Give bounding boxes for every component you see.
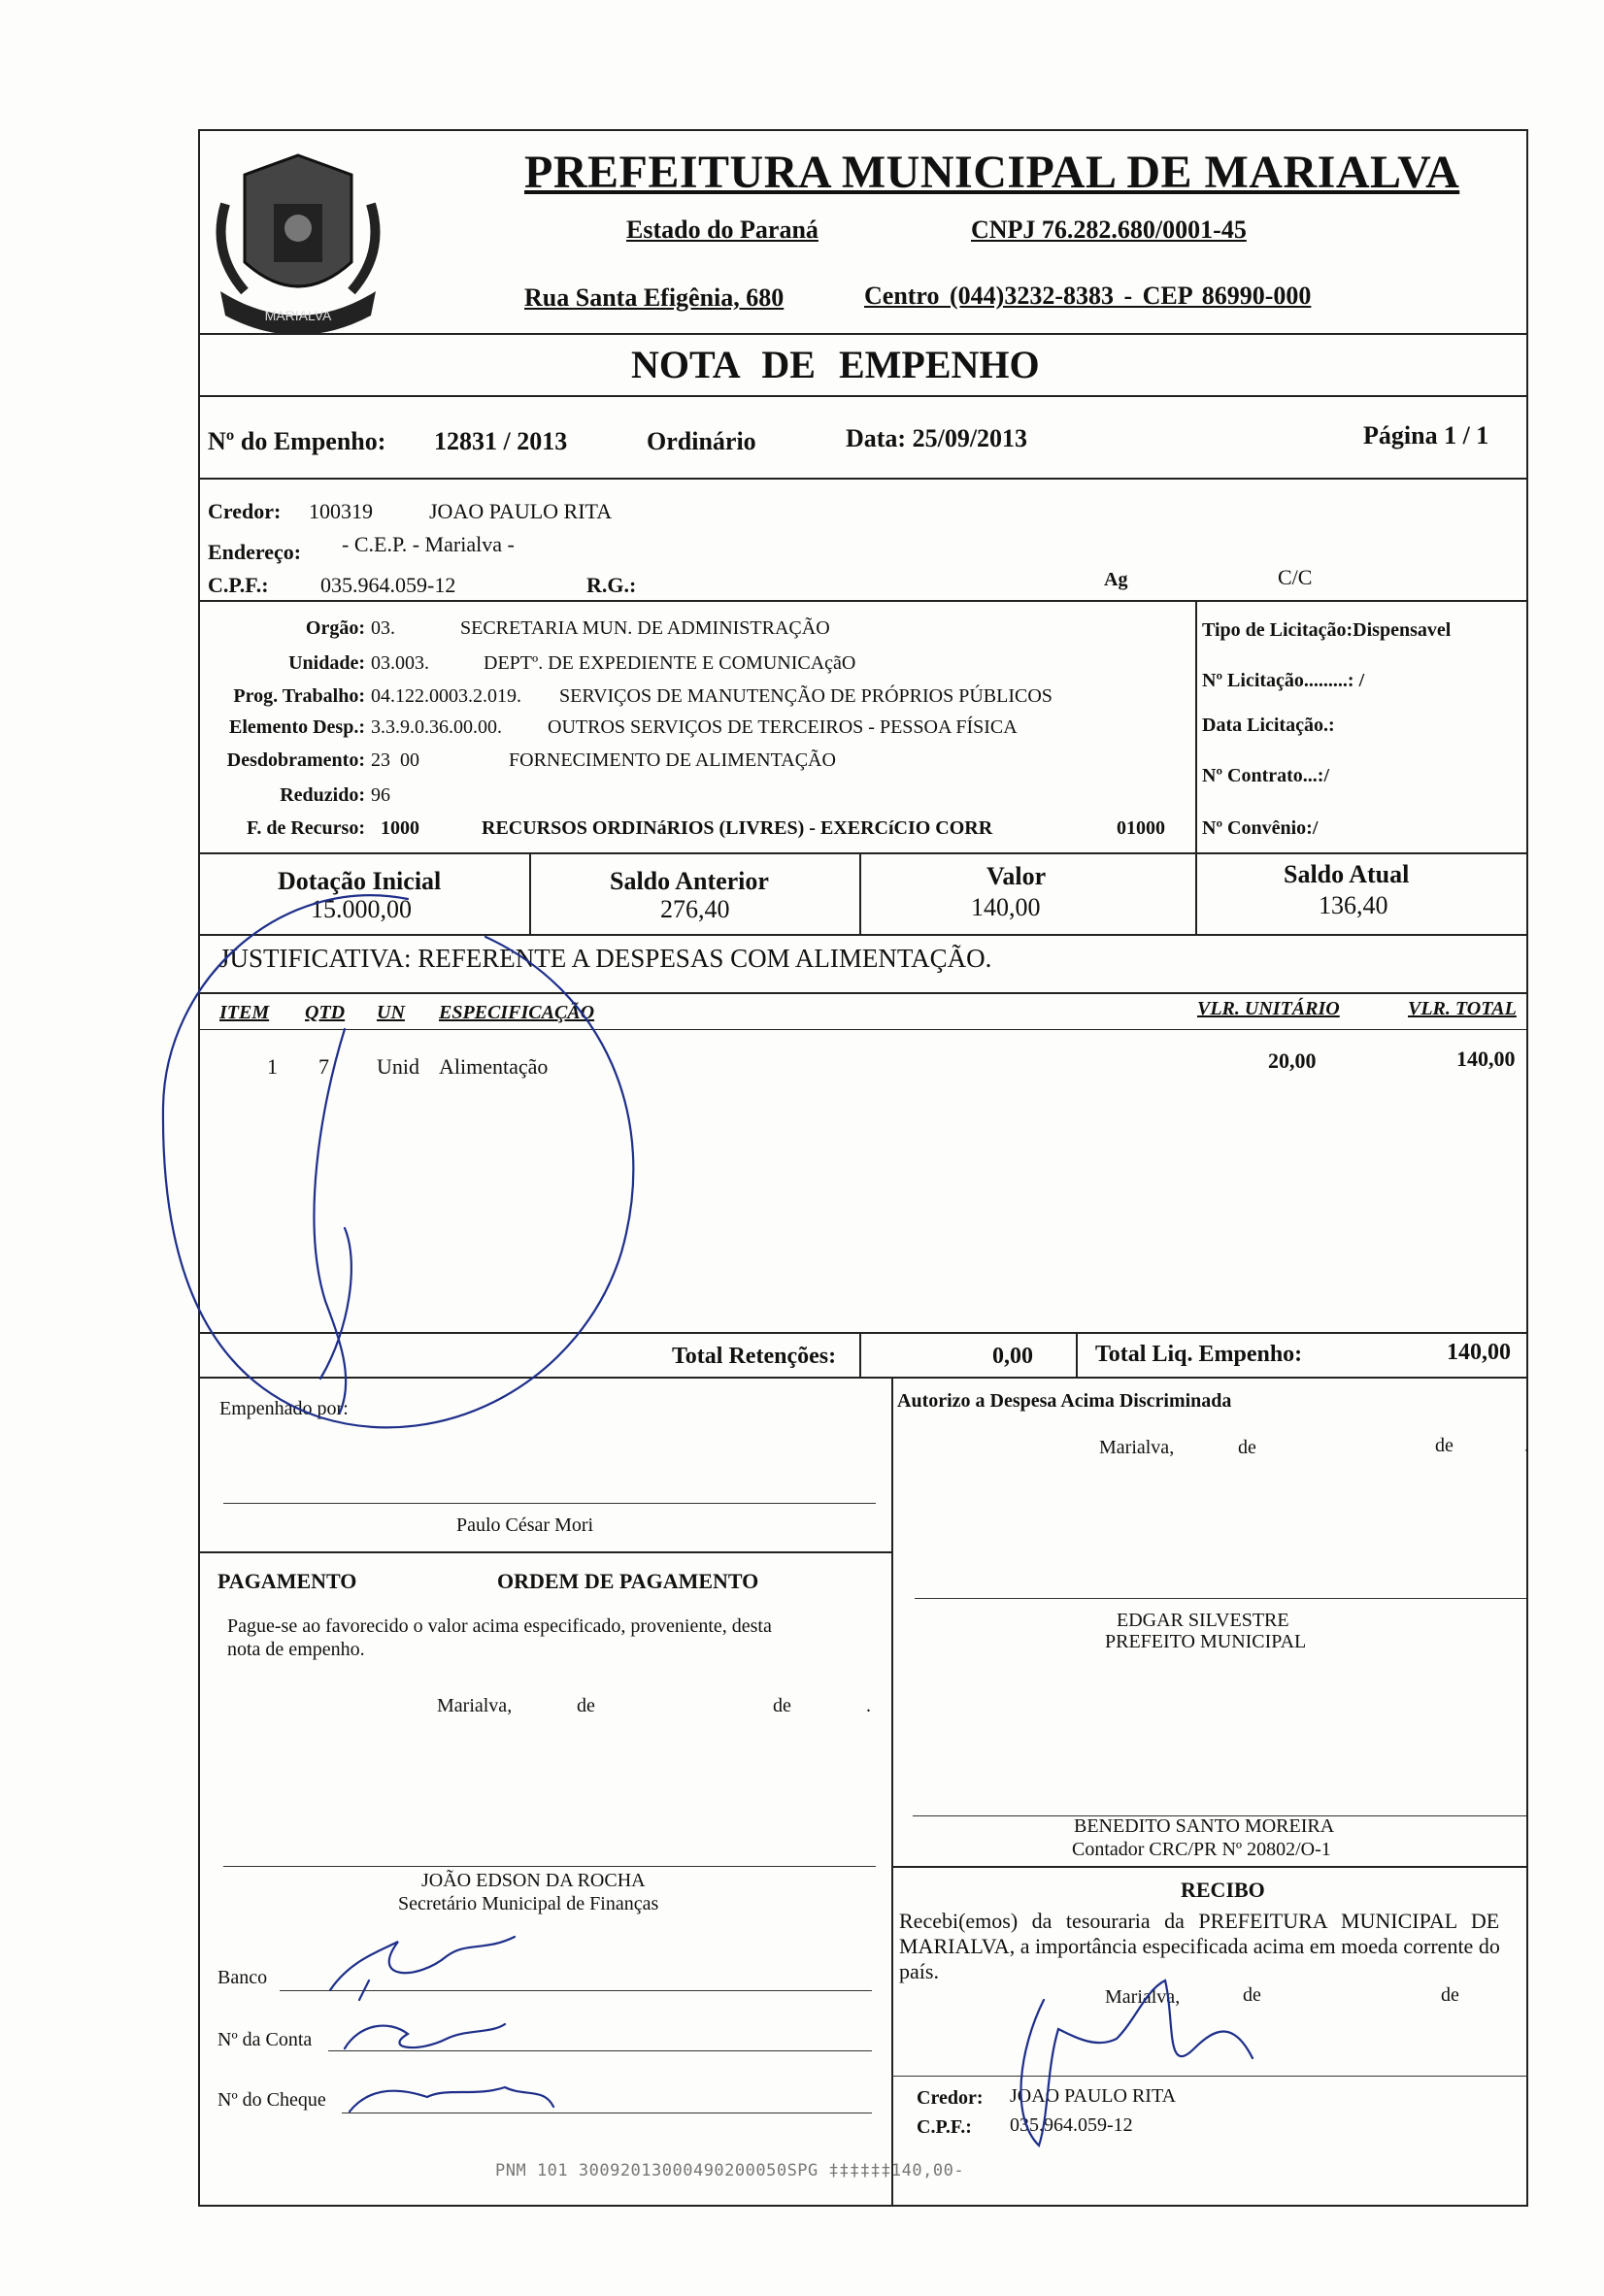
dotacao-label: Dotação Inicial <box>278 867 442 895</box>
recibo-line-3: país. <box>899 1959 939 1983</box>
conta-label: Nº da Conta <box>217 2029 313 2050</box>
classification-label: Reduzido: <box>280 784 365 806</box>
classification-code: 3.3.9.0.36.00.00. <box>371 716 502 738</box>
autorizo-de2: de <box>1435 1435 1454 1456</box>
col-especificacao: ESPECIFICAÇÃO <box>439 1002 595 1023</box>
header-state: Estado do Paraná <box>626 216 819 244</box>
micr-line: PNM 101 30092013000490200050SPG ‡‡‡‡‡‡140,00- <box>495 2161 965 2180</box>
cpf-label: C.P.F.: <box>208 573 269 597</box>
classification-code: 23 00 <box>371 749 419 771</box>
contador-name: BENEDITO SANTO MOREIRA <box>1074 1815 1335 1837</box>
dotacao-value: 15.000,00 <box>311 895 412 923</box>
autorizo-label: Autorizo a Despesa Acima Discriminada <box>897 1390 1232 1412</box>
col-vlr-total: VLR. TOTAL <box>1408 998 1517 1019</box>
address-label: Endereço: <box>208 540 302 564</box>
total-liq-label: Total Liq. Empenho: <box>1095 1342 1303 1367</box>
pagamento-label: PAGAMENTO <box>217 1569 357 1593</box>
address-value: - C.E.P. - Marialva - <box>342 532 515 556</box>
contador-role: Contador CRC/PR Nº 20802/O-1 <box>1072 1839 1331 1860</box>
classification-code: 03.003. <box>371 652 429 674</box>
total-liq-value: 140,00 <box>1447 1340 1511 1365</box>
classification-description: DEPTº. DE EXPEDIENTE E COMUNICAçãO <box>484 652 856 674</box>
recibo-cpf-value: 035.964.059-12 <box>1010 2114 1133 2136</box>
justificativa: JUSTIFICATIVA: REFERENTE A DESPESAS COM ALIMENTAÇÃO. <box>219 944 992 973</box>
item-unit-value: 20,00 <box>1268 1048 1317 1073</box>
header-cnpj: CNPJ 76.282.680/0001-45 <box>971 216 1247 244</box>
valor-label: Valor <box>986 862 1047 890</box>
ordem-pagamento-label: ORDEM DE PAGAMENTO <box>497 1569 759 1593</box>
pagamento-de2: de <box>773 1695 791 1716</box>
col-un: UN <box>377 1002 405 1023</box>
empenho-page: Página 1 / 1 <box>1363 421 1489 449</box>
secretario-role: Secretário Municipal de Finanças <box>398 1893 659 1914</box>
cheque-label: Nº do Cheque <box>217 2089 326 2111</box>
recibo-line-1: Recebi(emos) da tesouraria da PREFEITURA MUNICIPAL DE <box>899 1909 1500 1933</box>
empenho-number-label: Nº do Empenho: <box>208 427 386 455</box>
classification-extra: 01000 <box>1117 817 1165 839</box>
classification-code: 96 <box>371 784 390 806</box>
recibo-city: Marialva, <box>1105 1986 1181 2008</box>
classification-code: 04.122.0003.2.019. <box>371 685 521 707</box>
saldo-anterior-value: 276,40 <box>660 895 730 923</box>
header-street: Rua Santa Efigênia, 680 <box>524 283 785 312</box>
cc-label: C/C <box>1278 565 1313 589</box>
pagamento-text-1: Pague-se ao favorecido o valor acima especificado, proveniente, desta <box>227 1615 772 1637</box>
classification-code: 1000 <box>381 817 419 839</box>
col-vlr-unitario: VLR. UNITÁRIO <box>1197 998 1340 1019</box>
saldo-atual-value: 136,40 <box>1319 891 1388 919</box>
document-title: NOTA DE EMPENHO <box>631 343 1040 386</box>
classification-description: RECURSOS ORDINáRIOS (LIVRES) - EXERCíCIO CORR <box>482 817 993 839</box>
recibo-title: RECIBO <box>1181 1878 1265 1902</box>
valor-value: 140,00 <box>971 893 1041 921</box>
pagamento-text-2: nota de empenho. <box>227 1639 365 1660</box>
prefeito-name: EDGAR SILVESTRE <box>1117 1610 1289 1631</box>
classification-label: Elemento Desp.: <box>229 716 365 738</box>
retencoes-value: 0,00 <box>992 1344 1033 1369</box>
rg-label: R.G.: <box>586 573 637 597</box>
saldo-anterior-label: Saldo Anterior <box>610 867 769 895</box>
autorizo-de1: de <box>1238 1437 1256 1458</box>
header-contact: Centro (044)3232-8383 - CEP 86990-000 <box>864 282 1312 310</box>
banco-label: Banco <box>217 1967 268 1988</box>
recibo-cpf-label: C.P.F.: <box>917 2116 972 2138</box>
svg-text:MARIALVA: MARIALVA <box>264 308 332 323</box>
pagamento-dot: . <box>866 1695 871 1716</box>
empenho-date: Data: 25/09/2013 <box>846 424 1028 452</box>
saldo-atual-label: Saldo Atual <box>1284 860 1410 888</box>
autorizo-dot: . <box>1524 1435 1529 1456</box>
recibo-credor-label: Credor: <box>917 2087 984 2109</box>
item-total-value: 140,00 <box>1456 1047 1516 1071</box>
licitacao-tipo: Tipo de Licitação:Dispensavel <box>1202 619 1452 641</box>
empenhado-label: Empenhado por: <box>219 1398 349 1419</box>
empenhado-name: Paulo César Mori <box>456 1514 594 1536</box>
recibo-de1: de <box>1243 1984 1261 2006</box>
empenho-type: Ordinário <box>647 427 756 455</box>
header-title: PREFEITURA MUNICIPAL DE MARIALVA <box>524 147 1460 198</box>
licitacao-contrato: Nº Contrato...:/ <box>1202 765 1330 786</box>
pagamento-city: Marialva, <box>437 1695 513 1716</box>
classification-label: Unidade: <box>288 652 365 674</box>
retencoes-label: Total Retenções: <box>672 1344 837 1369</box>
classification-label: F. de Recurso: <box>246 817 365 839</box>
credor-label: Credor: <box>208 499 282 523</box>
item-un: Unid <box>377 1054 419 1079</box>
empenho-number: 12831 / 2013 <box>434 427 568 455</box>
item-number: 1 <box>267 1054 278 1079</box>
classification-description: SECRETARIA MUN. DE ADMINISTRAÇÃO <box>460 617 830 639</box>
item-qtd: 7 <box>318 1054 329 1079</box>
ag-label: Ag <box>1104 569 1128 590</box>
licitacao-numero: Nº Licitação.........: / <box>1202 670 1365 691</box>
recibo-credor-name: JOAO PAULO RITA <box>1010 2085 1177 2107</box>
recibo-line-2: MARIALVA, a importância especificada acima em moeda corrente do <box>899 1934 1500 1958</box>
secretario-name: JOÃO EDSON DA ROCHA <box>421 1870 646 1891</box>
col-item: ITEM <box>219 1002 270 1023</box>
classification-label: Prog. Trabalho: <box>233 685 365 707</box>
recibo-de2: de <box>1441 1984 1459 2006</box>
prefeito-role: PREFEITO MUNICIPAL <box>1105 1631 1307 1652</box>
classification-description: SERVIÇOS DE MANUTENÇÃO DE PRÓPRIOS PÚBLICOS <box>559 685 1053 707</box>
licitacao-convenio: Nº Convênio:/ <box>1202 817 1319 839</box>
classification-label: Orgão: <box>305 617 365 639</box>
credor-code: 100319 <box>309 499 373 523</box>
col-qtd: QTD <box>305 1002 346 1023</box>
classification-description: FORNECIMENTO DE ALIMENTAÇÃO <box>509 749 836 771</box>
cpf-value: 035.964.059-12 <box>320 573 456 597</box>
classification-description: OUTROS SERVIÇOS DE TERCEIROS - PESSOA FÍSICA <box>548 716 1018 738</box>
item-especificacao: Alimentação <box>439 1054 549 1079</box>
pagamento-de1: de <box>577 1695 595 1716</box>
classification-label: Desdobramento: <box>226 749 365 771</box>
classification-code: 03. <box>371 617 395 639</box>
licitacao-data: Data Licitação.: <box>1202 715 1335 736</box>
autorizo-city: Marialva, <box>1099 1437 1175 1458</box>
credor-name: JOAO PAULO RITA <box>429 499 613 523</box>
